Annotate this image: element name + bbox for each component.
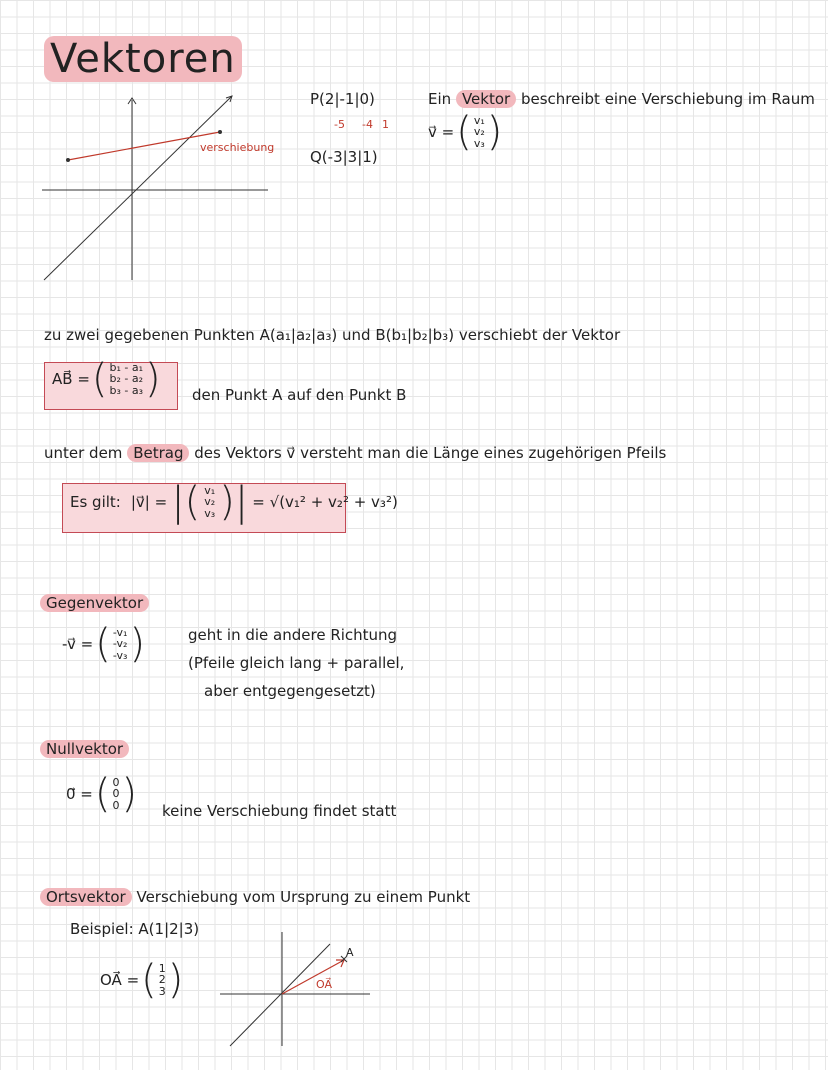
verschiebung-label: verschiebung xyxy=(200,141,275,154)
ortsvektor-formula: OA⃗ = ( 1 2 3 ) xyxy=(100,957,184,1003)
ortsvektor-example: Beispiel: A(1|2|3) xyxy=(70,920,200,938)
ortsvektor-heading: Ortsvektor Verschiebung vom Ursprung zu einem Punkt xyxy=(40,888,470,906)
ab-sentence: zu zwei gegebenen Punkten A(a₁|a₂|a₃) und B(b₁|b₂|b₃) verschiebt der Vektor xyxy=(44,326,621,344)
vektor-highlight: Vektor xyxy=(456,90,516,108)
betrag-formula: Es gilt: |v⃗| = |( v₁ v₂ v₃ )| = √(v₁² + v₂² + v₃²) xyxy=(70,479,398,525)
point-p: P(2|-1|0) xyxy=(310,90,375,108)
gegenvektor-line-3: aber entgegengesetzt) xyxy=(204,682,376,700)
point-q: Q(-3|3|1) xyxy=(310,148,378,166)
gegenvektor-formula: -v⃗ = ( -v₁ -v₂ -v₃ ) xyxy=(62,621,146,667)
ortsvektor-title: Ortsvektor xyxy=(40,888,132,906)
nullvektor-text: keine Verschiebung findet statt xyxy=(162,802,397,820)
nullvektor-formula: 0⃗ = ( 0 0 0 ) xyxy=(66,771,138,817)
gegenvektor-line-1: geht in die andere Richtung xyxy=(188,626,398,644)
vector-general: v⃗ = ( v₁ v₂ v₃ ) xyxy=(428,109,503,155)
gegenvektor-title: Gegenvektor xyxy=(40,594,149,612)
step-y: -4 xyxy=(362,118,373,131)
ab-formula: AB⃗ = ( b₁ - a₁ b₂ - a₂ b₃ - a₃ ) xyxy=(52,356,161,402)
betrag-sentence: unter dem Betrag des Vektors v⃗ versteht man die Länge eines zugehörigen Pfeils xyxy=(44,444,667,462)
step-z: 1 xyxy=(382,118,389,131)
nullvektor-title: Nullvektor xyxy=(40,740,129,758)
ortsvektor-point-label: A xyxy=(346,946,354,959)
gegenvektor-line-2: (Pfeile gleich lang + parallel, xyxy=(188,654,405,672)
ortsvektor-graph xyxy=(220,930,380,1050)
step-x: -5 xyxy=(334,118,345,131)
verschiebung-graph xyxy=(38,90,298,290)
ab-text: den Punkt A auf den Punkt B xyxy=(192,386,407,404)
vector-definition: Ein Vektor beschreibt eine Verschiebung im Raum xyxy=(428,90,815,108)
betrag-highlight: Betrag xyxy=(127,444,189,462)
page-title: Vektoren xyxy=(44,36,242,82)
ortsvektor-vec-label: OA⃗ xyxy=(316,978,332,991)
